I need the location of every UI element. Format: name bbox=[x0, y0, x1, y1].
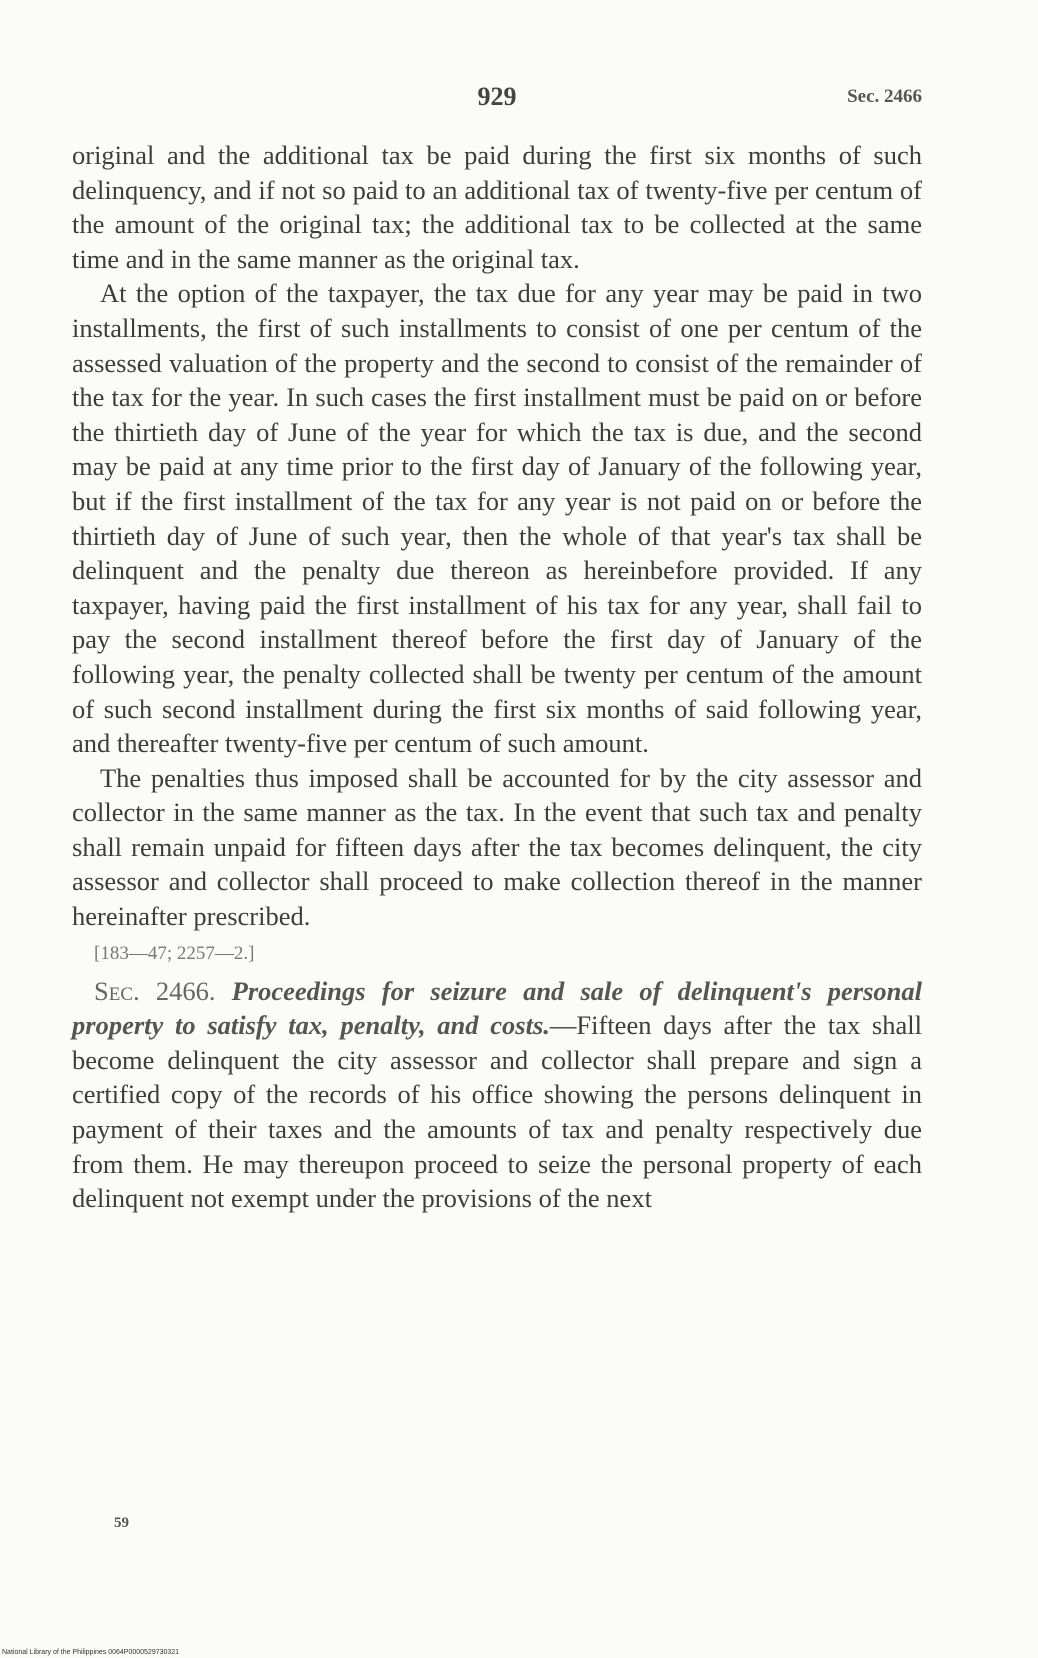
page-number: 929 bbox=[477, 82, 517, 111]
section-2466-paragraph bbox=[72, 974, 922, 1216]
page-header bbox=[72, 82, 922, 122]
section-body: —Fifteen days after the tax shall become delinquent the city assessor and collector shall prepare and sign a certified copy of the records of his office showing the persons delinquent in payment of their taxes and the amounts of tax and penalty respectively due from them. He may thereupon proceed to seize the personal property of each delinquent not exempt under the provisions of the next bbox=[72, 1010, 922, 1214]
source-citation: [183—47; 2257—2.] bbox=[94, 942, 255, 964]
section-label: Sec. 2466. bbox=[94, 975, 216, 1006]
running-section-reference: Sec. 2466 bbox=[847, 86, 922, 107]
archive-footer-note: National Library of the Philippines 0064P0000529730321 bbox=[2, 1649, 180, 1656]
body-text bbox=[72, 138, 922, 1216]
paragraph-penalties: The penalties thus imposed shall be accounted for by the city assessor and collector in the same manner as the tax. In the event that such tax and penalty shall remain unpaid for fifteen days after the tax becomes delinquent, the city assessor and collector shall proceed to make collection thereof in the manner hereinafter prescribed. bbox=[72, 762, 922, 932]
paragraph-installments: At the option of the taxpayer, the tax due for any year may be paid in two installments, the first of such installments to consist of one per centum of the assessed valuation of the property and the second to consist of the remainder of the tax for the year. In such cases the first installment must be paid on or before the thirtieth day of June of the year for which the tax is due, and the second may be paid at any time prior to the first day of January of the following year, but if the first installment of the tax for any year is not paid on or before the thirtieth day of June of such year, then the whole of that year's tax shall be delinquent and the penalty due thereon as hereinbefore provided. If any taxpayer, having paid the first installment of his tax for any year, shall fail to pay the second installment thereof before the first day of January of the following year, the penalty collected shall be twenty per centum of the amount of such second installment during the first six months of said following year, and thereafter twenty-five per centum of such amount. bbox=[72, 278, 922, 759]
paragraph-continuation: original and the additional tax be paid during the first six months of such delinquency, and if not so paid to an additional tax of twenty-five per centum of the amount of the original tax; the additional tax to be collected at the same time and in the same manner as the original tax. bbox=[72, 140, 922, 274]
printer-signature-mark: 59 bbox=[114, 1515, 129, 1531]
section-title: Proceedings for seizure and sale of delinquent's personal property to satisfy tax, penalty, and costs. bbox=[72, 975, 923, 1041]
